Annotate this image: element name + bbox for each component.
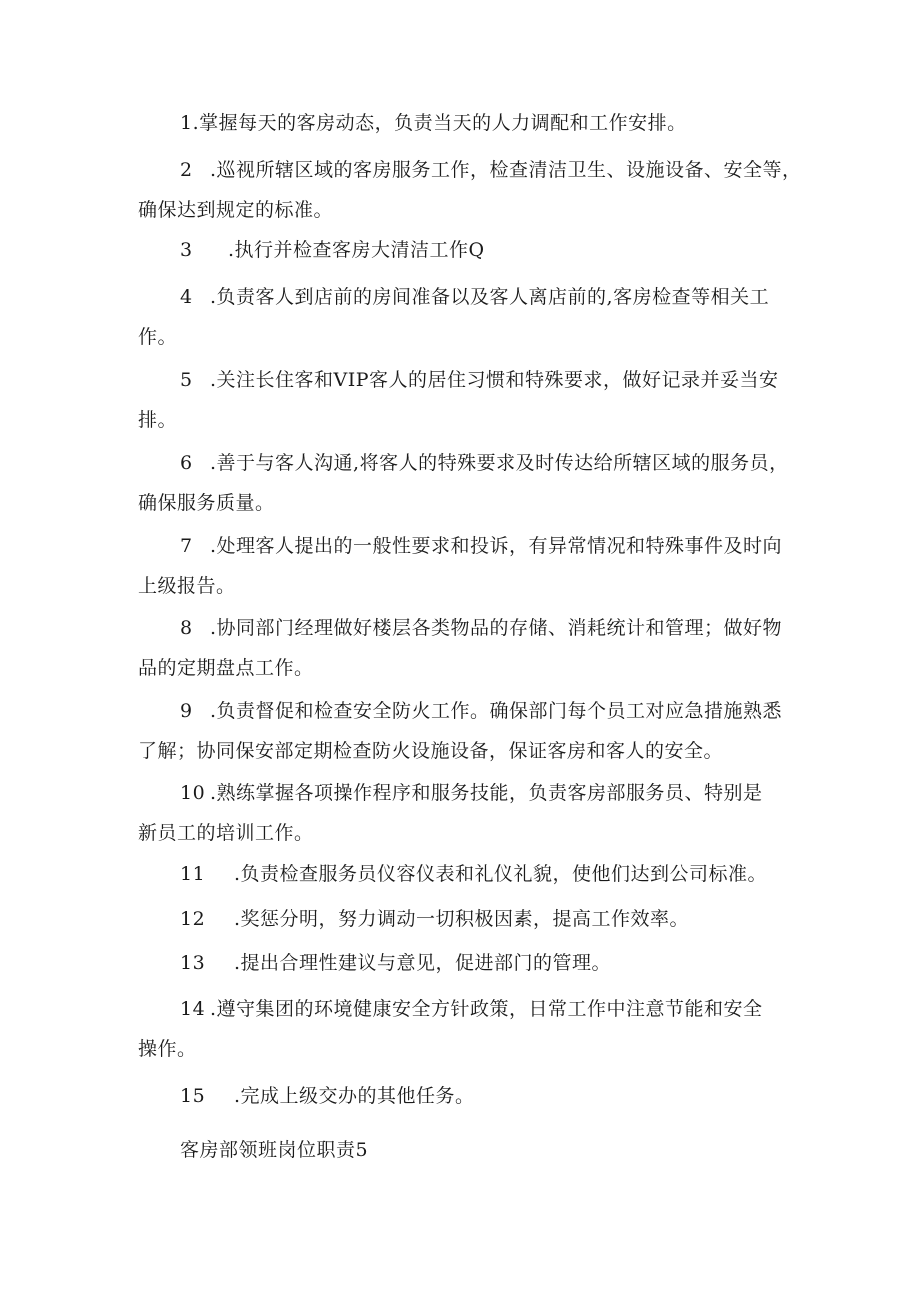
duty-item-4 — [138, 277, 796, 357]
section-title: 客房部领班岗位职责5 — [180, 1139, 369, 1161]
item-number: 10 — [180, 782, 206, 804]
item-number: 2 — [180, 159, 193, 181]
item-number: 8 — [180, 617, 193, 639]
item-text-line: .完成上级交办的其他任务。 — [234, 1085, 475, 1107]
item-text-line: 确保服务质量。 — [138, 492, 275, 514]
item-text-line: 上级报告。 — [138, 575, 236, 597]
item-text-line: 了解；协同保安部定期检查防火设施设备，保证客房和客人的安全。 — [138, 740, 724, 762]
item-text-line: 新员工的培训工作。 — [138, 822, 314, 844]
item-text-line: .奖惩分明，努力调动一切积极因素，提高工作效率。 — [234, 908, 690, 930]
duty-item-8 — [138, 608, 796, 688]
duty-item-7 — [138, 526, 796, 606]
item-number: 5 — [180, 369, 193, 391]
duty-item-15 — [138, 1076, 796, 1116]
item-text-line: .处理客人提出的一般性要求和投诉，有异常情况和特殊事件及时向 — [210, 535, 783, 557]
item-text-line: 操作。 — [138, 1038, 197, 1060]
item-text-line: 排。 — [138, 409, 178, 431]
item-number: 3 — [180, 239, 193, 261]
duty-item-6 — [138, 443, 796, 523]
item-text-line: 确保达到规定的标准。 — [138, 199, 334, 221]
item-number: 15 — [180, 1085, 206, 1107]
item-text-line: .巡视所辖区域的客房服务工作，检查清洁卫生、设施设备、安全等， — [210, 159, 802, 181]
duty-item-14 — [138, 989, 796, 1069]
item-text-line: .协同部门经理做好楼层各类物品的存储、消耗统计和管理；做好物 — [210, 617, 783, 639]
item-number: 6 — [180, 452, 193, 474]
item-text-line: 作。 — [138, 326, 178, 348]
item-text-line: 品的定期盘点工作。 — [138, 657, 314, 679]
item-text-line: .负责客人到店前的房间准备以及客人离店前的,客房检查等相关工 — [210, 286, 770, 308]
item-number: 9 — [180, 700, 193, 722]
duty-item-1 — [138, 103, 796, 143]
item-text-line: .善于与客人沟通,将客人的特殊要求及时传达给所辖区域的服务员， — [210, 452, 789, 474]
item-text-line: .负责督促和检查安全防火工作。确保部门每个员工对应急措施熟悉 — [210, 700, 783, 722]
duty-item-10 — [138, 773, 796, 853]
item-text-line: 掌握每天的客房动态，负责当天的人力调配和工作安排。 — [199, 112, 687, 134]
duty-item-13 — [138, 943, 796, 983]
item-number: 1. — [180, 112, 200, 134]
item-number: 14 — [180, 998, 206, 1020]
item-number: 12 — [180, 908, 206, 930]
duty-item-3 — [138, 230, 796, 270]
item-number: 13 — [180, 952, 206, 974]
duty-item-2 — [138, 150, 802, 230]
duty-item-11 — [138, 854, 796, 894]
duty-item-9 — [138, 691, 796, 771]
item-text-line: .关注长住客和VIP客人的居住习惯和特殊要求，做好记录并妥当安 — [210, 369, 779, 391]
item-number: 11 — [180, 863, 206, 885]
duty-item-12 — [138, 899, 796, 939]
duty-item-5 — [138, 360, 796, 440]
item-number: 4 — [180, 286, 193, 308]
item-number: 7 — [180, 535, 193, 557]
item-text-line: .遵守集团的环境健康安全方针政策，日常工作中注意节能和安全 — [210, 998, 763, 1020]
item-text-line: .熟练掌握各项操作程序和服务技能，负责客房部服务员、特别是 — [210, 782, 763, 804]
item-text-line: .执行并检查客房大清洁工作Q — [228, 239, 485, 261]
item-text-line: .提出合理性建议与意见，促进部门的管理。 — [234, 952, 612, 974]
item-text-line: .负责检查服务员仪容仪表和礼仪礼貌，使他们达到公司标准。 — [234, 863, 768, 885]
